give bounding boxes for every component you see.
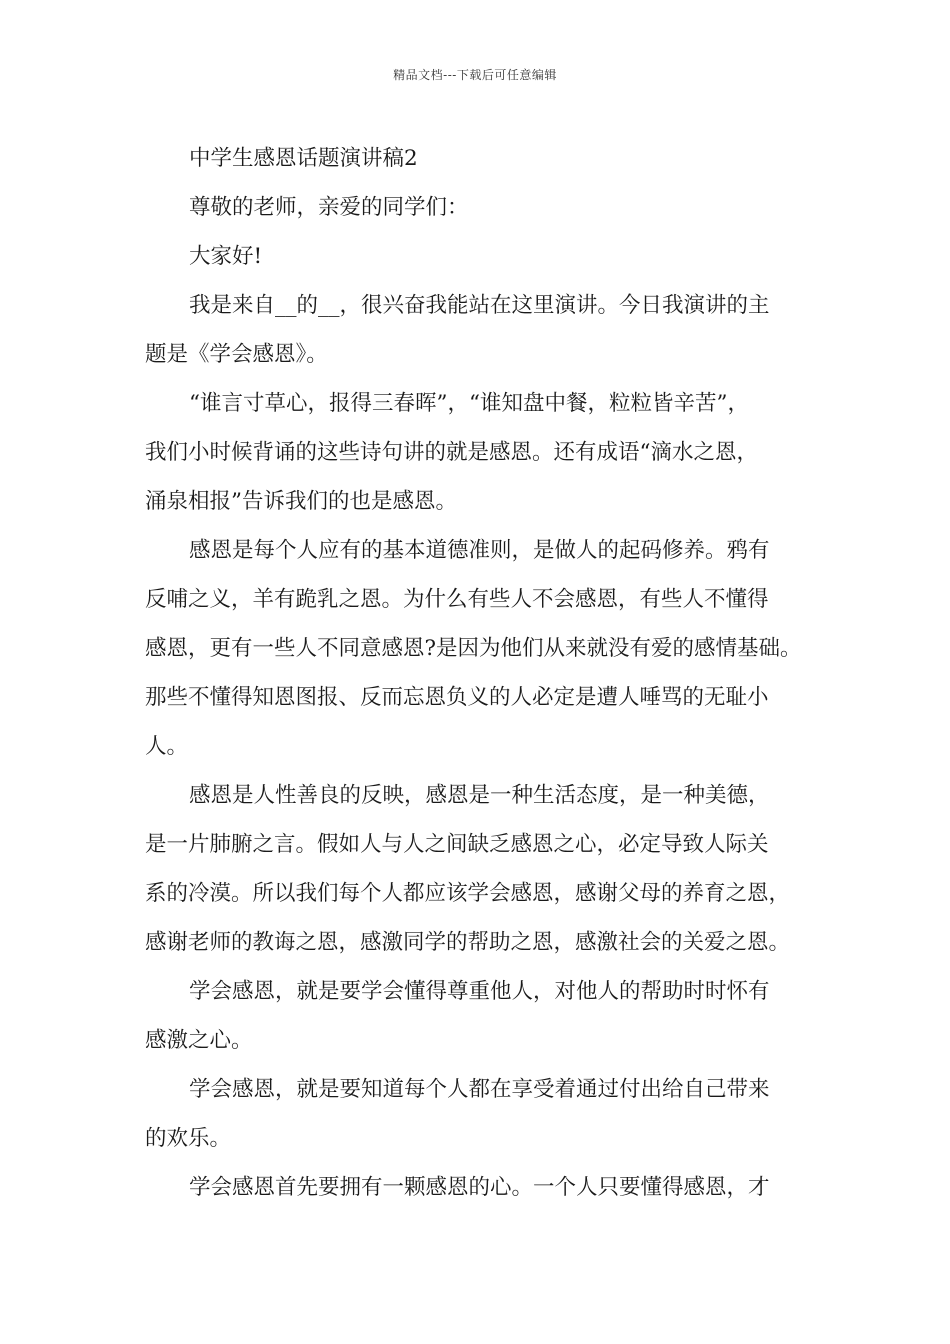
text-line: 题是《学会感恩》。 xyxy=(145,342,328,367)
text-line: 那些不懂得知恩图报、反而忘恩负义的人必定是遭人唾骂的无耻小 xyxy=(145,685,769,710)
text-line: 学会感恩首先要拥有一颗感恩的心。一个人只要懂得感恩，才 xyxy=(189,1175,770,1200)
text-line: 是一片肺腑之言。假如人与人之间缺乏感恩之心，必定导致人际关 xyxy=(145,832,769,857)
text-line: 我是来自__的__，很兴奋我能站在这里演讲。今日我演讲的主 xyxy=(189,293,770,318)
text-line: 感恩是每个人应有的基本道德准则，是做人的起码修养。鸦有 xyxy=(189,538,770,563)
document-title: 中学生感恩话题演讲稿2 xyxy=(189,146,418,171)
text-line: 的欢乐。 xyxy=(145,1126,232,1151)
salutation: 尊敬的老师，亲爱的同学们： xyxy=(189,195,469,220)
document-body xyxy=(145,134,825,1212)
page-header: 精品文档---下载后可任意编辑 xyxy=(393,68,557,82)
text-line: 反哺之义，羊有跪乳之恩。为什么有些人不会感恩，有些人不懂得 xyxy=(145,587,769,612)
text-line: “谁言寸草心，报得三春晖”，“谁知盘中餐，粒粒皆辛苦”， xyxy=(189,391,749,416)
text-line: 感恩是人性善良的反映，感恩是一种生活态度，是一种美德， xyxy=(189,783,770,808)
text-line: 涌泉相报”告诉我们的也是感恩。 xyxy=(145,489,457,514)
text-line: 感谢老师的教诲之恩，感激同学的帮助之恩，感激社会的关爱之恩。 xyxy=(145,930,791,955)
text-line: 学会感恩，就是要知道每个人都在享受着通过付出给自己带来 xyxy=(189,1077,770,1102)
text-line: 人。 xyxy=(145,734,189,759)
greeting: 大家好! xyxy=(189,244,263,269)
text-line: 我们小时候背诵的这些诗句讲的就是感恩。还有成语“滴水之恩， xyxy=(145,440,758,465)
text-line: 感恩，更有一些人不同意感恩?是因为他们从来就没有爱的感情基础。 xyxy=(145,636,802,661)
text-line: 系的冷漠。所以我们每个人都应该学会感恩，感谢父母的养育之恩， xyxy=(145,881,791,906)
text-line: 感激之心。 xyxy=(145,1028,253,1053)
text-line: 学会感恩，就是要学会懂得尊重他人，对他人的帮助时时怀有 xyxy=(189,979,770,1004)
